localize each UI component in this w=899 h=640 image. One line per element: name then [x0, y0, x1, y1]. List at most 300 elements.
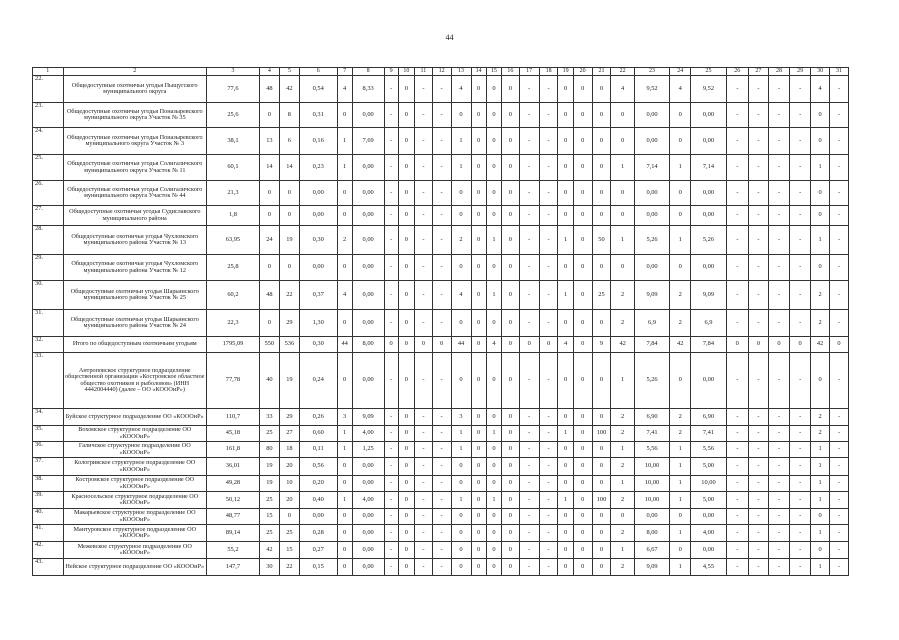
table-cell: 0 — [486, 155, 501, 181]
table-cell: 0,00 — [352, 181, 384, 206]
hunting-ground-name: Общедоступные охотничьи угодья Шарьинского муниципального района Участок № 25 — [63, 281, 206, 310]
table-cell: 0 — [259, 103, 279, 128]
table-cell: - — [519, 509, 539, 525]
table-cell: - — [768, 559, 789, 576]
table-cell: 2 — [611, 426, 635, 442]
table-cell: - — [415, 409, 433, 426]
table-row — [33, 206, 849, 226]
table-cell: - — [384, 128, 398, 155]
table-cell: - — [539, 458, 558, 476]
table-cell: 0 — [502, 442, 520, 458]
table-cell: - — [748, 206, 768, 226]
table-row — [33, 255, 849, 281]
table-cell: 5,26 — [691, 226, 726, 255]
table-row — [33, 281, 849, 310]
table-cell: 0 — [830, 337, 849, 353]
table-cell: 1 — [337, 426, 352, 442]
table-cell: - — [790, 525, 811, 542]
table-cell: 0 — [471, 76, 486, 103]
table-cell: 0,16 — [299, 128, 337, 155]
table-cell: - — [415, 255, 433, 281]
table-cell: 3 — [337, 409, 352, 426]
table-cell: - — [384, 76, 398, 103]
table-cell: - — [519, 458, 539, 476]
table-cell: 0 — [398, 103, 414, 128]
table-row — [33, 409, 849, 426]
hunting-ground-name: Общедоступные охотничьи угодья Солигаличского муниципального округа Участок № 11 — [63, 155, 206, 181]
page-number: 44 — [445, 33, 454, 42]
table-cell: 2 — [670, 409, 691, 426]
table-cell: 1 — [486, 281, 501, 310]
table-cell: - — [768, 476, 789, 492]
table-cell: 0 — [451, 476, 471, 492]
table-cell: - — [432, 525, 451, 542]
table-cell: 5,56 — [691, 442, 726, 458]
table-cell: - — [748, 76, 768, 103]
row-number: 24. — [33, 128, 64, 155]
table-cell: 0 — [451, 509, 471, 525]
table-row — [33, 442, 849, 458]
table-cell: - — [726, 128, 748, 155]
table-cell: - — [790, 155, 811, 181]
row-number: 42. — [33, 542, 64, 559]
table-cell: 0 — [398, 76, 414, 103]
table-cell: - — [726, 353, 748, 409]
table-cell: - — [519, 281, 539, 310]
table-cell: 0 — [337, 181, 352, 206]
table-cell: 77,6 — [207, 76, 260, 103]
table-cell: 0 — [398, 206, 414, 226]
table-cell: 0 — [471, 181, 486, 206]
table-cell: 0 — [432, 337, 451, 353]
table-cell: 1 — [811, 525, 830, 542]
table-cell: 0 — [519, 337, 539, 353]
table-cell: - — [384, 525, 398, 542]
column-number-header: 13 — [451, 68, 471, 76]
table-cell: 2 — [811, 426, 830, 442]
table-cell: 0 — [502, 226, 520, 255]
table-row — [33, 181, 849, 206]
table-cell: 2 — [451, 226, 471, 255]
table-cell: 0 — [471, 353, 486, 409]
table-cell: 2 — [611, 559, 635, 576]
table-cell: - — [726, 476, 748, 492]
table-cell: - — [748, 409, 768, 426]
table-cell: 0 — [398, 426, 414, 442]
table-cell: 14 — [279, 155, 299, 181]
table-cell: - — [539, 426, 558, 442]
table-cell: 1,30 — [299, 310, 337, 337]
table-cell: - — [830, 525, 849, 542]
table-cell: - — [830, 206, 849, 226]
table-cell: - — [384, 281, 398, 310]
table-row — [33, 155, 849, 181]
hunting-ground-name: Общедоступные охотничьи угодья Солигаличского муниципального округа Участок № 44 — [63, 181, 206, 206]
table-cell: 0,00 — [299, 255, 337, 281]
table-cell: 22,3 — [207, 310, 260, 337]
table-cell: 0 — [415, 337, 433, 353]
table-cell: 0 — [471, 255, 486, 281]
table-cell: 0 — [337, 476, 352, 492]
table-cell: 0 — [502, 353, 520, 409]
table-cell: 0 — [502, 310, 520, 337]
table-cell: - — [830, 476, 849, 492]
table-cell: - — [415, 310, 433, 337]
table-cell: 0 — [558, 103, 573, 128]
table-cell: - — [726, 206, 748, 226]
table-cell: - — [768, 128, 789, 155]
table-cell: 0 — [486, 206, 501, 226]
table-cell: 0 — [486, 442, 501, 458]
table-cell: 1 — [611, 442, 635, 458]
table-cell: 0,24 — [299, 353, 337, 409]
table-cell: 2 — [811, 281, 830, 310]
table-cell: - — [768, 103, 789, 128]
table-cell: - — [790, 255, 811, 281]
table-cell: 0,00 — [352, 509, 384, 525]
row-number: 37. — [33, 458, 64, 476]
table-cell: 60,2 — [207, 281, 260, 310]
table-cell: 0 — [471, 310, 486, 337]
column-number-header: 28 — [768, 68, 789, 76]
table-cell: 7,84 — [634, 337, 669, 353]
table-cell: - — [748, 181, 768, 206]
table-cell: 2 — [611, 492, 635, 509]
table-cell: 0 — [670, 103, 691, 128]
table-cell: - — [748, 426, 768, 442]
table-cell: 38,1 — [207, 128, 260, 155]
table-cell: - — [830, 226, 849, 255]
table-cell: 0 — [558, 409, 573, 426]
table-cell: 1 — [486, 226, 501, 255]
table-cell: 0 — [471, 525, 486, 542]
table-cell: 0 — [486, 542, 501, 559]
table-cell: - — [790, 458, 811, 476]
table-cell: 0,00 — [634, 128, 669, 155]
table-cell: 15 — [279, 542, 299, 559]
table-cell: 4 — [611, 76, 635, 103]
table-cell: - — [748, 542, 768, 559]
table-cell: - — [432, 476, 451, 492]
table-cell: 0 — [451, 255, 471, 281]
table-cell: 1 — [670, 458, 691, 476]
column-number-header: 31 — [830, 68, 849, 76]
table-cell: 0 — [486, 509, 501, 525]
table-cell: 0,00 — [691, 128, 726, 155]
table-cell: 44 — [451, 337, 471, 353]
column-number-header: 6 — [299, 68, 337, 76]
table-cell: 0 — [451, 103, 471, 128]
table-cell: 0 — [611, 181, 635, 206]
table-cell: 0,00 — [691, 181, 726, 206]
table-cell: 1795,09 — [207, 337, 260, 353]
table-cell: 10,00 — [634, 458, 669, 476]
table-cell: 0 — [486, 128, 501, 155]
table-cell: 0 — [471, 492, 486, 509]
hunting-ground-name: Макарьевское структурное подразделение ОО «КОООиР» — [63, 509, 206, 525]
table-cell: 0 — [811, 255, 830, 281]
table-cell: - — [519, 542, 539, 559]
table-cell: - — [748, 281, 768, 310]
table-cell: - — [415, 426, 433, 442]
table-cell: 0,00 — [352, 525, 384, 542]
table-cell: - — [790, 509, 811, 525]
table-row — [33, 426, 849, 442]
table-cell: - — [830, 559, 849, 576]
table-cell: 20 — [279, 492, 299, 509]
table-cell: 0 — [670, 128, 691, 155]
table-cell: 8,33 — [352, 76, 384, 103]
table-cell: 0 — [398, 337, 414, 353]
row-number: 35. — [33, 426, 64, 442]
table-cell: - — [432, 310, 451, 337]
table-cell: 0 — [573, 255, 592, 281]
table-cell: - — [519, 255, 539, 281]
table-cell: 0 — [279, 509, 299, 525]
table-cell: 0,00 — [352, 542, 384, 559]
table-cell: 0,31 — [299, 103, 337, 128]
table-cell: - — [748, 103, 768, 128]
table-cell: - — [384, 206, 398, 226]
table-cell: 0 — [726, 337, 748, 353]
table-cell: 100 — [592, 492, 611, 509]
table-cell: 89,14 — [207, 525, 260, 542]
table-cell: 0 — [573, 492, 592, 509]
table-cell: 0 — [259, 310, 279, 337]
table-cell: 0 — [398, 492, 414, 509]
table-cell: 2 — [611, 281, 635, 310]
table-cell: 4,00 — [352, 492, 384, 509]
table-cell: - — [519, 226, 539, 255]
table-cell: - — [384, 509, 398, 525]
hunting-ground-name: Нейское структурное подразделение ОО «КОООиР» — [63, 559, 206, 576]
table-cell: 48 — [259, 281, 279, 310]
table-cell: 0 — [558, 442, 573, 458]
table-cell: 0 — [471, 442, 486, 458]
column-number-header: 21 — [592, 68, 611, 76]
table-cell: - — [830, 426, 849, 442]
table-cell: 1 — [670, 525, 691, 542]
table-cell: 0,00 — [352, 476, 384, 492]
table-cell: 19 — [279, 353, 299, 409]
table-cell: 0 — [486, 181, 501, 206]
table-cell: 1 — [337, 155, 352, 181]
table-cell: - — [384, 255, 398, 281]
table-cell: - — [830, 458, 849, 476]
table-cell: - — [384, 103, 398, 128]
table-cell: 49,28 — [207, 476, 260, 492]
table-cell: - — [415, 476, 433, 492]
table-cell: 6,67 — [634, 542, 669, 559]
table-cell: 10,00 — [634, 476, 669, 492]
table-cell: 29 — [279, 310, 299, 337]
table-cell: 7,69 — [352, 128, 384, 155]
table-cell: 0 — [471, 281, 486, 310]
table-cell: - — [539, 181, 558, 206]
table-cell: - — [432, 181, 451, 206]
table-cell: 100 — [592, 426, 611, 442]
table-cell: 0 — [398, 226, 414, 255]
table-row — [33, 128, 849, 155]
table-cell: - — [384, 559, 398, 576]
table-cell: 1 — [811, 458, 830, 476]
hunting-ground-name: Общедоступные охотничьи угодья Шарьинского муниципального района Участок № 24 — [63, 310, 206, 337]
table-cell: - — [830, 409, 849, 426]
table-cell: 0,15 — [299, 559, 337, 576]
table-cell: 0 — [398, 281, 414, 310]
table-cell: - — [748, 509, 768, 525]
table-cell: 0 — [451, 559, 471, 576]
table-cell: 1 — [337, 128, 352, 155]
table-cell: 0 — [611, 255, 635, 281]
table-cell: - — [726, 103, 748, 128]
table-cell: 1 — [558, 226, 573, 255]
table-cell: 10,00 — [691, 476, 726, 492]
column-number-header: 30 — [811, 68, 830, 76]
table-cell: 2 — [611, 310, 635, 337]
table-cell: 0,00 — [634, 206, 669, 226]
table-row — [33, 76, 849, 103]
table-cell: - — [519, 206, 539, 226]
table-cell: - — [726, 492, 748, 509]
table-row — [33, 458, 849, 476]
table-cell: - — [768, 409, 789, 426]
table-cell: 0 — [337, 458, 352, 476]
table-cell: - — [726, 155, 748, 181]
table-cell: - — [539, 442, 558, 458]
table-cell: 0,00 — [691, 542, 726, 559]
table-cell: 0 — [573, 353, 592, 409]
table-cell: 0 — [259, 255, 279, 281]
table-cell: 0 — [451, 458, 471, 476]
table-cell: 19 — [279, 226, 299, 255]
table-cell: 0 — [502, 525, 520, 542]
table-cell: - — [726, 442, 748, 458]
table-cell: 0,00 — [352, 103, 384, 128]
table-cell: 0 — [670, 255, 691, 281]
table-cell: 42 — [279, 76, 299, 103]
column-number-header: 18 — [539, 68, 558, 76]
table-cell: 0,26 — [299, 409, 337, 426]
hunting-ground-name: Кологривское структурное подразделение ОО «КОООиР» — [63, 458, 206, 476]
row-number: 39. — [33, 492, 64, 509]
table-cell: 25 — [592, 281, 611, 310]
table-row — [33, 337, 849, 353]
table-cell: 0 — [471, 476, 486, 492]
table-cell: 4 — [451, 281, 471, 310]
table-cell: 4,00 — [352, 426, 384, 442]
table-cell: 0 — [398, 476, 414, 492]
table-cell: - — [830, 442, 849, 458]
table-cell: - — [384, 353, 398, 409]
table-cell: - — [415, 281, 433, 310]
table-cell: 2 — [611, 525, 635, 542]
table-row — [33, 525, 849, 542]
table-cell: 0 — [573, 337, 592, 353]
table-cell: - — [519, 181, 539, 206]
table-cell: 0 — [337, 542, 352, 559]
table-cell: - — [415, 103, 433, 128]
hunting-ground-name: Итого по общедоступным охотничьим угодьям — [63, 337, 206, 353]
table-cell: 0,00 — [352, 353, 384, 409]
hunting-ground-name: Общедоступные охотничьи угодья Пыщугского муниципального округа — [63, 76, 206, 103]
column-number-header: 16 — [502, 68, 520, 76]
table-cell: 0 — [502, 476, 520, 492]
row-number: 30. — [33, 281, 64, 310]
table-cell: 18 — [279, 442, 299, 458]
table-cell: 0 — [471, 426, 486, 442]
table-cell: - — [415, 542, 433, 559]
column-number-header: 14 — [471, 68, 486, 76]
table-cell: - — [519, 409, 539, 426]
table-cell: - — [519, 492, 539, 509]
table-cell: - — [519, 76, 539, 103]
table-cell: 0 — [259, 206, 279, 226]
table-cell: 1 — [611, 542, 635, 559]
table-cell: 0 — [573, 559, 592, 576]
table-cell: 0 — [573, 76, 592, 103]
table-cell: - — [748, 226, 768, 255]
table-cell: 0,00 — [352, 458, 384, 476]
table-cell: - — [384, 458, 398, 476]
table-cell: - — [432, 103, 451, 128]
table-cell: 1 — [670, 476, 691, 492]
table-cell: 0,37 — [299, 281, 337, 310]
column-number-header: 27 — [748, 68, 768, 76]
table-cell: 0 — [573, 281, 592, 310]
table-cell: - — [790, 206, 811, 226]
table-cell: 0 — [398, 509, 414, 525]
table-cell: 1 — [811, 492, 830, 509]
table-cell: - — [415, 155, 433, 181]
table-cell: 50,12 — [207, 492, 260, 509]
row-number: 36. — [33, 442, 64, 458]
table-cell: - — [726, 76, 748, 103]
table-cell: 25 — [259, 525, 279, 542]
table-cell: - — [539, 128, 558, 155]
table-cell: 0 — [451, 206, 471, 226]
table-cell: 42 — [259, 542, 279, 559]
table-cell: - — [726, 458, 748, 476]
table-cell: - — [768, 255, 789, 281]
column-number-header: 20 — [573, 68, 592, 76]
column-number-header: 9 — [384, 68, 398, 76]
row-number: 31. — [33, 310, 64, 337]
table-cell: 0 — [592, 559, 611, 576]
table-cell: 0,30 — [299, 226, 337, 255]
table-cell: - — [519, 310, 539, 337]
table-cell: - — [539, 206, 558, 226]
table-cell: 0 — [471, 509, 486, 525]
table-cell: 0,00 — [299, 181, 337, 206]
table-cell: 0 — [573, 103, 592, 128]
table-cell: - — [432, 128, 451, 155]
hunting-ground-name: Костромское структурное подразделение ОО «КОООиР» — [63, 476, 206, 492]
table-cell: - — [768, 458, 789, 476]
table-cell: 0,00 — [634, 509, 669, 525]
table-cell: - — [830, 281, 849, 310]
row-number: 28. — [33, 226, 64, 255]
table-cell: 8,00 — [634, 525, 669, 542]
table-cell: 0,20 — [299, 476, 337, 492]
table-cell: 0,40 — [299, 492, 337, 509]
table-cell: 0,00 — [352, 226, 384, 255]
table-cell: 9,09 — [691, 281, 726, 310]
table-cell: 2 — [811, 409, 830, 426]
table-cell: 0 — [471, 206, 486, 226]
table-cell: 0,11 — [299, 442, 337, 458]
table-cell: 4,55 — [691, 559, 726, 576]
